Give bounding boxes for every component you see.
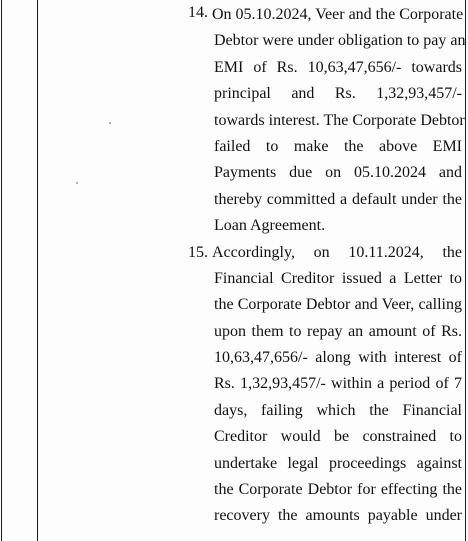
paragraph-line: Debtor were under obligation to pay an [214, 32, 466, 50]
paragraph-line: the Corporate Debtor for effecting the [214, 481, 462, 499]
paragraph-line: days, failing which the Financial [214, 401, 462, 419]
paragraph-line: thereby committed a default under the [214, 190, 462, 208]
paragraph-number: 15. [188, 243, 208, 261]
table-column-divider [37, 0, 38, 541]
paragraph-line: On 05.10.2024, Veer and the Corporate [212, 6, 464, 23]
paragraph-line: Creditor would be constrained to [214, 428, 462, 446]
paragraph-14 [188, 0, 466, 240]
paragraph-line: Financial Creditor issued a Letter to [214, 269, 462, 287]
paragraph-line: the Corporate Debtor and Veer, calling [214, 296, 462, 314]
scan-speck [76, 182, 78, 184]
paragraph-15 [188, 240, 462, 530]
table-left-border [1, 0, 2, 541]
scan-speck [109, 122, 111, 124]
paragraph-line: recovery the amounts payable under [214, 507, 462, 525]
paragraph-line: towards interest. The Corporate Debtor [214, 111, 465, 129]
paragraph-line: Payments due on 05.10.2024 and [214, 164, 462, 182]
paragraph-line: Accordingly, on 10.11.2024, the [212, 243, 462, 261]
paragraph-line: 10,63,47,656/- along with interest of [214, 349, 462, 367]
paragraph-line: undertake legal proceedings against [214, 454, 462, 472]
paragraph-line: upon them to repay an amount of Rs. [214, 322, 462, 340]
paragraph-line: failed to make the above EMI [214, 137, 462, 155]
paragraph-line: Rs. 1,32,93,457/- within a period of 7 [214, 375, 462, 393]
paragraph-line: principal and Rs. 1,32,93,457/- [214, 85, 462, 103]
paragraph-line: EMI of Rs. 10,63,47,656/- towards [214, 58, 462, 76]
paragraph-line: Loan Agreement. [214, 217, 326, 235]
paragraph-number: 14. [188, 4, 208, 21]
table-content-cell [188, 0, 466, 530]
table-right-border [465, 0, 466, 541]
